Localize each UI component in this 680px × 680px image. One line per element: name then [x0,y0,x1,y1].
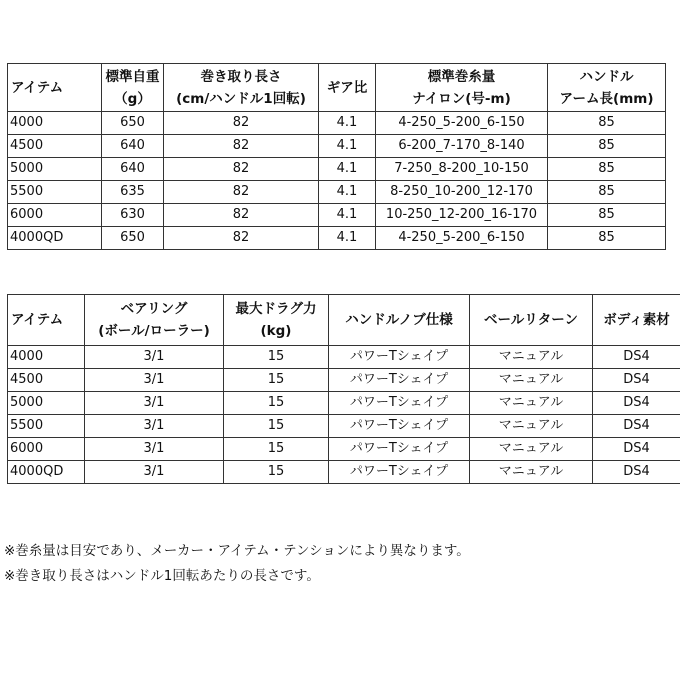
column-header-line: アーム長(mm) [559,90,654,107]
table-cell: 3/1 [85,392,224,415]
table-cell: 82 [164,204,319,227]
table-cell: 4000 [8,112,102,135]
table-cell: 15 [224,461,329,484]
column-header [8,64,102,112]
table-cell: マニュアル [470,438,593,461]
column-header-line: 最大ドラグ力 [235,301,317,317]
table-cell: 5000 [8,392,85,415]
table-cell: マニュアル [470,415,593,438]
table-cell: マニュアル [470,392,593,415]
column-header [329,295,470,346]
table-row [8,346,680,369]
table-cell: DS4 [593,392,680,415]
table-cell: 4.1 [319,135,376,158]
table-cell: パワーTシェイプ [329,346,470,369]
column-header-line: ボディ素材 [603,312,670,328]
table-cell: 4500 [8,135,102,158]
table-cell: 3/1 [85,438,224,461]
column-header [164,64,319,112]
table-cell: パワーTシェイプ [329,369,470,392]
table-row [8,204,666,227]
table-cell: 6000 [8,204,102,227]
table-cell: 5500 [8,415,85,438]
table-cell: 82 [164,227,319,250]
table-header-row [8,64,666,112]
table-cell: 630 [102,204,164,227]
footnote-retrieve-length: ※巻き取り長さはハンドル1回転あたりの長さです。 [4,568,320,584]
table-cell: 4000 [8,346,85,369]
table-row [8,438,680,461]
table-cell: パワーTシェイプ [329,392,470,415]
column-header-line: (ボール/ローラー) [98,323,210,339]
table-cell: マニュアル [470,461,593,484]
table-cell: 85 [548,181,666,204]
table-cell: 5500 [8,181,102,204]
table-cell: 15 [224,369,329,392]
table-cell: マニュアル [470,369,593,392]
table-cell: 5000 [8,158,102,181]
table-cell: 6000 [8,438,85,461]
table-body [8,112,666,250]
table-cell: 4000QD [8,227,102,250]
table-cell: 7-250_8-200_10-150 [376,158,548,181]
column-header [224,295,329,346]
column-header-line: ハンドル [579,68,634,85]
table-cell: 650 [102,112,164,135]
table-row [8,181,666,204]
table-cell: 3/1 [85,461,224,484]
table-cell: 4.1 [319,181,376,204]
column-header [319,64,376,112]
table-cell: 3/1 [85,369,224,392]
table-cell: 4500 [8,369,85,392]
table-header-row [8,295,680,346]
column-header [593,295,680,346]
table-cell: 85 [548,112,666,135]
table-cell: 15 [224,415,329,438]
table-cell: 4-250_5-200_6-150 [376,112,548,135]
table-cell: 635 [102,181,164,204]
table-cell: 4.1 [319,158,376,181]
table-cell: 15 [224,346,329,369]
table-row [8,227,666,250]
column-header-line: アイテム [11,79,64,96]
table-cell: DS4 [593,438,680,461]
table-cell: 85 [548,135,666,158]
table-cell: 15 [224,438,329,461]
table-cell: 3/1 [85,346,224,369]
table-cell: 82 [164,158,319,181]
table-cell: 8-250_10-200_12-170 [376,181,548,204]
table-row [8,392,680,415]
table-cell: 4.1 [319,112,376,135]
table-cell: DS4 [593,415,680,438]
footnotes [4,539,470,589]
column-header-line: 標準自重 [105,68,160,85]
table-row [8,415,680,438]
table-cell: 85 [548,204,666,227]
column-header [376,64,548,112]
column-header [85,295,224,346]
column-header-line: 巻き取り長さ [200,68,282,85]
table-row [8,461,680,484]
column-header-line: ベアリング [120,301,188,317]
column-header-line: （g） [114,90,151,107]
table-cell: マニュアル [470,346,593,369]
column-header-line: ナイロン(号-m) [412,90,511,107]
footnote-line-capacity: ※巻糸量は目安であり、メーカー・アイテム・テンションにより異なります。 [4,543,470,559]
table-cell: 82 [164,181,319,204]
column-header [102,64,164,112]
table-cell: 6-200_7-170_8-140 [376,135,548,158]
table-row [8,135,666,158]
table-cell: 4.1 [319,204,376,227]
column-header-line: 標準巻糸量 [427,68,496,85]
table-cell: 4-250_5-200_6-150 [376,227,548,250]
table-cell: 650 [102,227,164,250]
table-cell: 82 [164,112,319,135]
table-cell: 85 [548,227,666,250]
table-cell: 4000QD [8,461,85,484]
spec-table-bearing-and-drag [7,294,680,484]
table-cell: 640 [102,158,164,181]
table-cell: パワーTシェイプ [329,461,470,484]
column-header [548,64,666,112]
table-cell: 3/1 [85,415,224,438]
table-row [8,158,666,181]
table-cell: パワーTシェイプ [329,438,470,461]
table-cell: DS4 [593,369,680,392]
table-body [8,346,680,484]
table-cell: 10-250_12-200_16-170 [376,204,548,227]
table-cell: 82 [164,135,319,158]
column-header-line: アイテム [11,312,64,328]
column-header-line: ベールリターン [484,312,578,328]
column-header-line: ギア比 [326,79,368,96]
column-header [8,295,85,346]
table-cell: 640 [102,135,164,158]
column-header-line: ハンドルノブ仕様 [345,312,453,328]
table-cell: 85 [548,158,666,181]
table-cell: 4.1 [319,227,376,250]
column-header [470,295,593,346]
table-row [8,369,680,392]
table-cell: 15 [224,392,329,415]
column-header-line: (cm/ハンドル1回転) [176,90,306,107]
table-cell: DS4 [593,461,680,484]
spec-table-weight-and-line [7,63,666,250]
table-row [8,112,666,135]
column-header-line: (kg) [260,323,292,339]
table-cell: DS4 [593,346,680,369]
table-cell: パワーTシェイプ [329,415,470,438]
